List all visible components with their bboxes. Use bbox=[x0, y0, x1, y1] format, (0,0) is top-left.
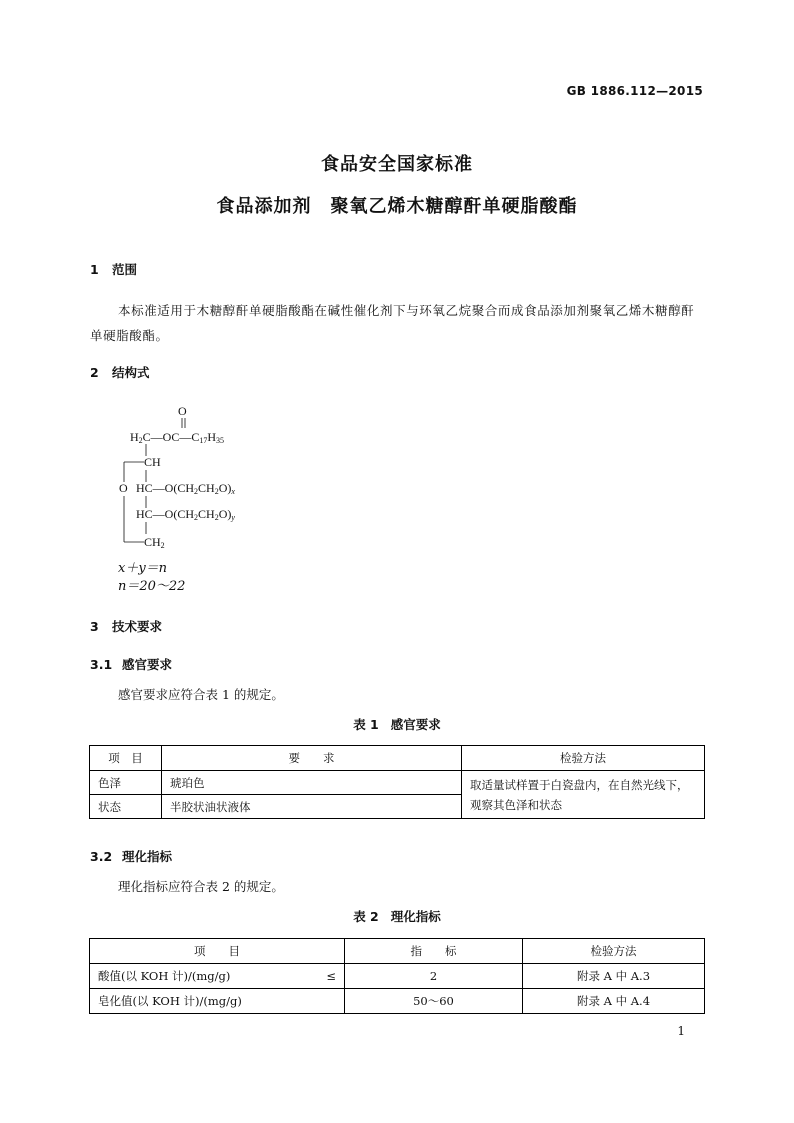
table-number: 表 1 bbox=[353, 717, 379, 732]
cell-value: 2 bbox=[345, 964, 523, 989]
title-line1: 食品安全国家标准 bbox=[321, 154, 473, 175]
subsection-number: 3.1 bbox=[90, 657, 113, 672]
ring-oxygen: O bbox=[119, 481, 128, 495]
carbonyl-oxygen: O bbox=[178, 404, 187, 418]
cell-value: 50～60 bbox=[345, 989, 523, 1014]
formula-n-range: n＝20～22 bbox=[118, 579, 186, 594]
table-title: 理化指标 bbox=[390, 909, 441, 924]
section-2-heading bbox=[90, 363, 150, 381]
section-title: 结构式 bbox=[112, 365, 150, 380]
hc-x-group: HC—O(CH2CH2O)x bbox=[136, 481, 235, 496]
subsection-3-2-heading bbox=[90, 847, 172, 865]
section-title: 技术要求 bbox=[112, 619, 163, 634]
ester-line: H2C—OC—C17H35 bbox=[130, 430, 225, 445]
header-requirement: 要 求 bbox=[162, 746, 462, 771]
section-number: 1 bbox=[90, 262, 99, 277]
cell-item: 状态 bbox=[90, 795, 162, 819]
structural-formula bbox=[110, 400, 310, 560]
section-3-heading bbox=[90, 617, 162, 635]
header-item: 项 目 bbox=[90, 939, 345, 964]
section-title: 范围 bbox=[112, 262, 138, 277]
section-1-heading bbox=[90, 260, 137, 278]
sensory-requirements-table bbox=[89, 745, 705, 819]
table-2-caption bbox=[0, 907, 794, 925]
cell-requirement: 琥珀色 bbox=[162, 771, 462, 795]
table-number: 表 2 bbox=[353, 909, 379, 924]
page-number: 1 bbox=[677, 1024, 685, 1038]
subsection-number: 3.2 bbox=[90, 849, 113, 864]
header-method: 检验方法 bbox=[523, 939, 705, 964]
section-number: 3 bbox=[90, 619, 99, 634]
cell-method: 附录 A 中 A.4 bbox=[523, 989, 705, 1014]
subsection-3-2-text: 理化指标应符合表 2 的规定。 bbox=[118, 879, 284, 894]
cell-method: 取适量试样置于白瓷盘内，在自然光线下，观察其色泽和状态 bbox=[462, 771, 705, 819]
subsection-title: 感官要求 bbox=[122, 657, 173, 672]
table-header-row bbox=[90, 746, 705, 771]
title-line2: 食品添加剂 聚氧乙烯木糖醇酐单硬脂酸酯 bbox=[216, 196, 578, 217]
subsection-3-1-heading bbox=[90, 655, 172, 673]
table-row bbox=[90, 771, 705, 795]
subsection-title: 理化指标 bbox=[122, 849, 173, 864]
standard-code: GB 1886.112—2015 bbox=[566, 84, 703, 98]
cell-item: 皂化值(以 KOH 计)/(mg/g) bbox=[90, 989, 315, 1014]
cell-requirement: 半胶状油状液体 bbox=[162, 795, 462, 819]
header-method: 检验方法 bbox=[462, 746, 705, 771]
table-row bbox=[90, 989, 705, 1014]
cell-item: 色泽 bbox=[90, 771, 162, 795]
ch-group: CH bbox=[144, 455, 161, 469]
table-title: 感官要求 bbox=[390, 717, 441, 732]
subsection-3-1-text: 感官要求应符合表 1 的规定。 bbox=[118, 687, 284, 702]
table-1-caption bbox=[0, 715, 794, 733]
section-1-text: 本标准适用于木糖醇酐单硬脂酸酯在碱性催化剂下与环氧乙烷聚合而成食品添加剂聚氧乙烯木糖醇酐单硬脂酸酯。 bbox=[90, 303, 695, 343]
header-indicator: 指 标 bbox=[345, 939, 523, 964]
table-header-row bbox=[90, 939, 705, 964]
formula-sum: x＋y＝n bbox=[118, 561, 168, 576]
ch2-group: CH2 bbox=[144, 535, 165, 550]
physicochemical-indicators-table bbox=[89, 938, 705, 1014]
section-number: 2 bbox=[90, 365, 99, 380]
table-row bbox=[90, 964, 705, 989]
cell-limit-symbol: ≤ bbox=[314, 964, 345, 989]
cell-method: 附录 A 中 A.3 bbox=[523, 964, 705, 989]
header-item: 项 目 bbox=[90, 746, 162, 771]
hc-y-group: HC—O(CH2CH2O)y bbox=[136, 507, 235, 522]
cell-item: 酸值(以 KOH 计)/(mg/g) bbox=[90, 964, 315, 989]
cell-limit-symbol bbox=[314, 989, 345, 1014]
